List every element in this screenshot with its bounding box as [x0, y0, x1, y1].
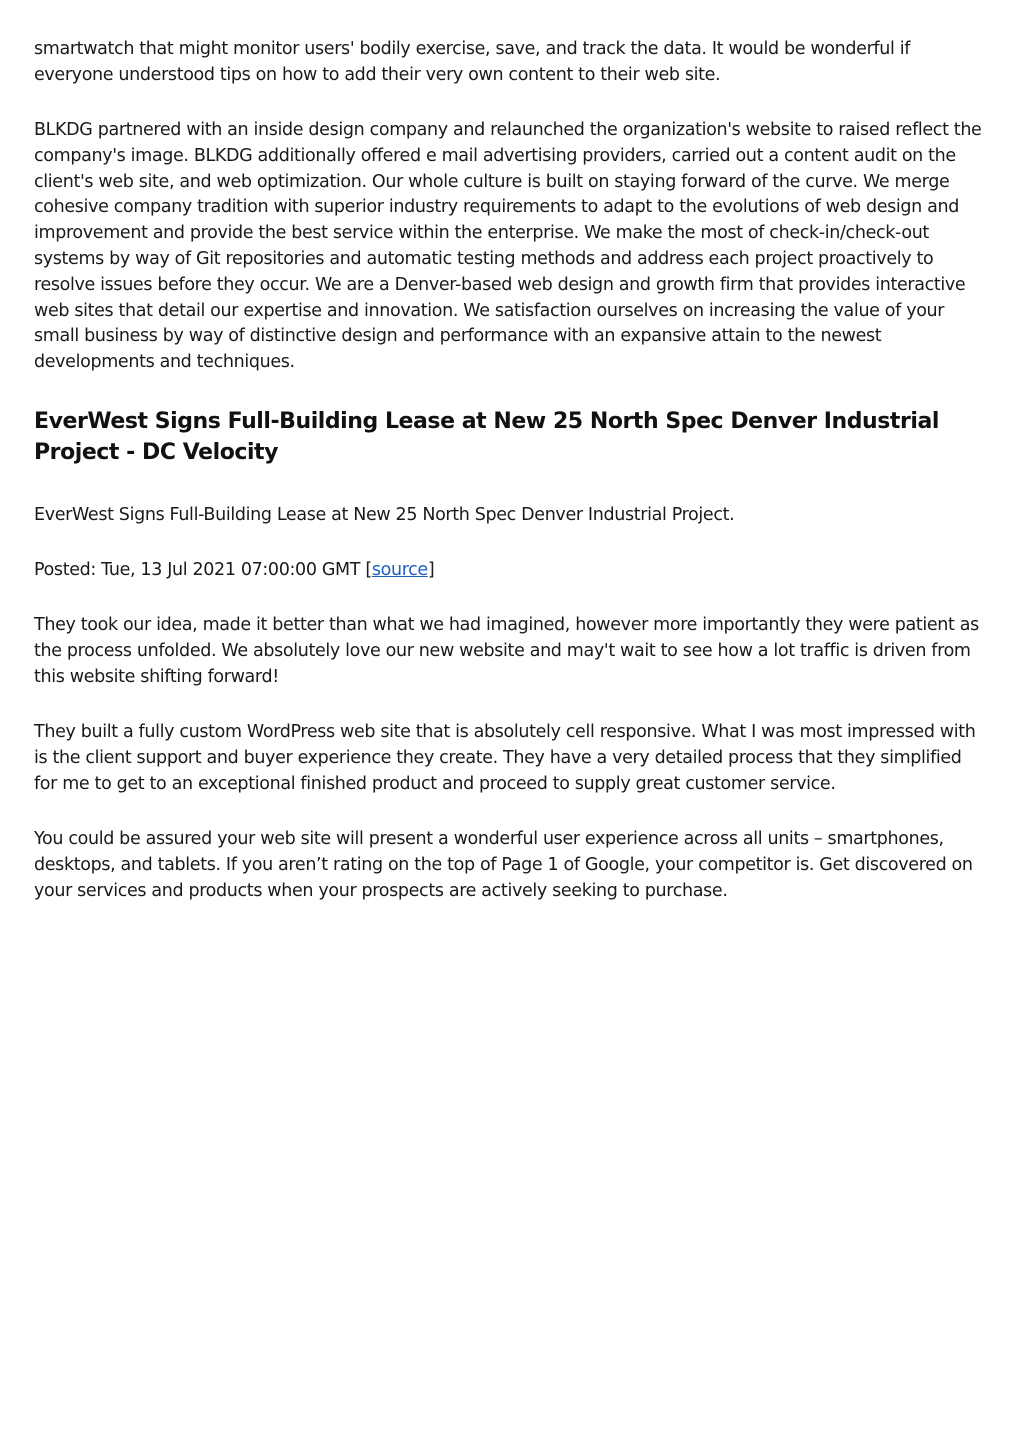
body-paragraph-2: They built a fully custom WordPress web site that is absolutely cell responsive. What I was most impressed with is the client support and buyer experience they create. They have a very detailed process that they simplified for me to get to an exceptional finished product and proceed to supply great customer service.: [34, 722, 976, 794]
posted-suffix: ]: [427, 559, 435, 580]
article-content: [34, 37, 986, 934]
body-paragraph-1: They took our idea, made it better than what we had imagined, however more importantly they were patient as the process unfolded. We absolutely love our new website and may't wait to see how a lot traffic is driven from this website shifting forward!: [34, 615, 979, 687]
source-link[interactable]: source: [371, 559, 428, 580]
article-heading: EverWest Signs Full-Building Lease at New 25 North Spec Denver Industrial Project - DC Velocity: [34, 408, 939, 465]
intro-paragraph-1: smartwatch that might monitor users' bodily exercise, save, and track the data. It would be wonderful if everyone understood tips on how to add their very own content to their web site.: [34, 39, 911, 85]
posted-prefix: Posted: Tue, 13 Jul 2021 07:00:00 GMT [: [34, 559, 372, 580]
intro-paragraph-2: BLKDG partnered with an inside design company and relaunched the organization's website to raised reflect the company's image. BLKDG additionally offered e mail advertising providers, carried out a content audit on the client's web site, and web optimization. Our whole culture is built on staying forward of the curve. We merge cohesive company tradition with superior industry requirements to adapt to the evolutions of web design and improvement and provide the best service within the enterprise. We make the most of check-in/check-out systems by way of Git repositories and automatic testing methods and address each project proactively to resolve issues before they occur. We are a Denver-based web design and growth firm that provides interactive web sites that detail our expertise and innovation. We satisfaction ourselves on increasing the value of your small business by way of distinctive design and performance with an expansive attain to the newest developments and techniques.: [34, 120, 982, 373]
posted-line: [34, 558, 986, 584]
body-paragraph-3: You could be assured your web site will present a wonderful user experience across all units – smartphones, desktops, and tablets. If you aren’t rating on the top of Page 1 of Google, your competitor is. Get discovered on your services and products when your prospects are actively seeking to purchase.: [34, 828, 973, 901]
article-summary: EverWest Signs Full-Building Lease at New 25 North Spec Denver Industrial Project.: [34, 504, 735, 525]
